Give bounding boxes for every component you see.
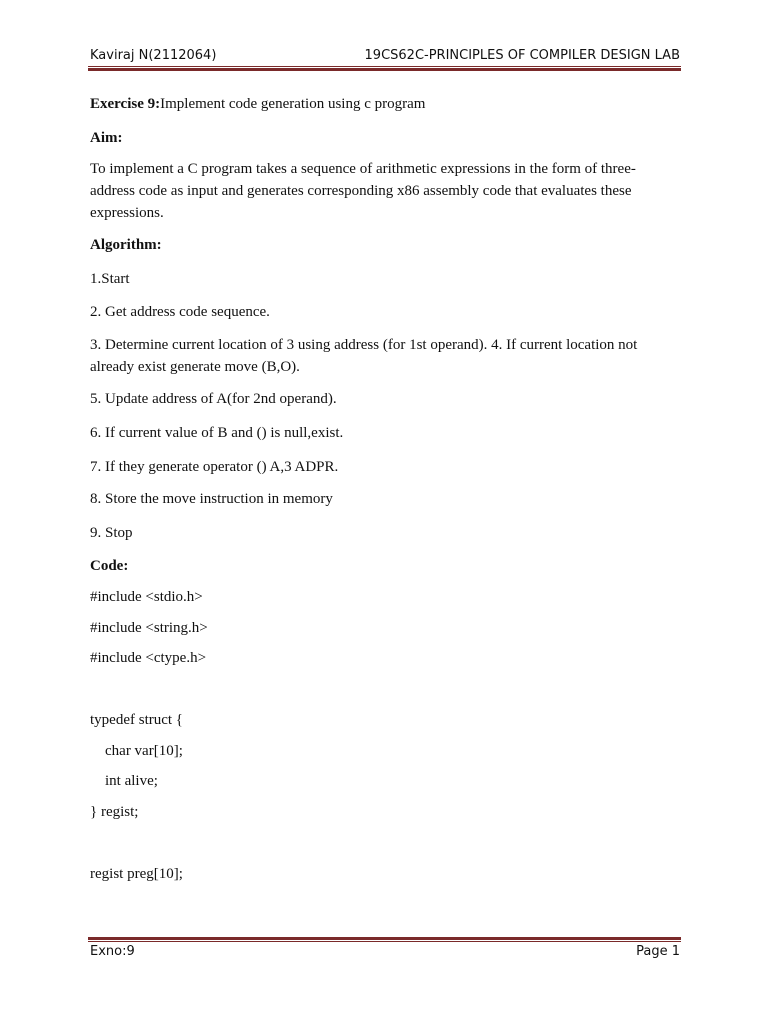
footer-rule-thick bbox=[88, 937, 681, 940]
header-course-title: 19CS62C-PRINCIPLES OF COMPILER DESIGN LAB bbox=[364, 48, 680, 63]
algorithm-heading bbox=[90, 234, 650, 256]
code-line: #include <ctype.h> bbox=[90, 650, 207, 666]
header-rule-thick bbox=[88, 68, 681, 71]
footer-page-number: Page 1 bbox=[636, 944, 680, 959]
code-heading-text: Code: bbox=[90, 558, 129, 574]
code-line: regist preg[10]; bbox=[90, 866, 183, 882]
code-line: char var[10]; bbox=[90, 743, 183, 759]
page-footer bbox=[90, 944, 680, 962]
code-line: typedef struct { bbox=[90, 712, 184, 728]
code-line: #include <stdio.h> bbox=[90, 589, 203, 605]
algorithm-step: 5. Update address of A(for 2nd operand). bbox=[90, 391, 337, 407]
footer-exercise-number: Exno:9 bbox=[90, 944, 135, 959]
exercise-label: Exercise 9: bbox=[90, 96, 161, 112]
exercise-description: Implement code generation using c program bbox=[160, 96, 426, 112]
algorithm-step: 3. Determine current location of 3 using address (for 1st operand). 4. If current location not already exist generate move (B,O). bbox=[90, 337, 638, 375]
aim-heading-text: Aim: bbox=[90, 130, 123, 146]
algorithm-step: 9. Stop bbox=[90, 525, 133, 541]
aim-heading bbox=[90, 127, 650, 149]
code-line: #include <string.h> bbox=[90, 620, 208, 636]
algorithm-step: 6. If current value of B and () is null,exist. bbox=[90, 425, 344, 441]
exercise-title bbox=[90, 93, 650, 115]
algorithm-step: 2. Get address code sequence. bbox=[90, 304, 270, 320]
page-header bbox=[90, 48, 680, 66]
code-heading bbox=[90, 555, 650, 577]
code-line: } regist; bbox=[90, 804, 139, 820]
algorithm-step: 7. If they generate operator () A,3 ADPR. bbox=[90, 459, 339, 475]
aim-paragraph: To implement a C program takes a sequence of arithmetic expressions in the form of three-address code as input and generates corresponding x86 assembly code that evaluates these expressions. bbox=[90, 161, 636, 221]
code-line: int alive; bbox=[90, 773, 158, 789]
algorithm-step: 1.Start bbox=[90, 271, 130, 287]
footer-rule-thin bbox=[88, 941, 681, 942]
algorithm-heading-text: Algorithm: bbox=[90, 237, 162, 253]
header-rule-thin bbox=[88, 66, 681, 67]
header-author: Kaviraj N(2112064) bbox=[90, 48, 217, 63]
algorithm-step: 8. Store the move instruction in memory bbox=[90, 491, 333, 507]
